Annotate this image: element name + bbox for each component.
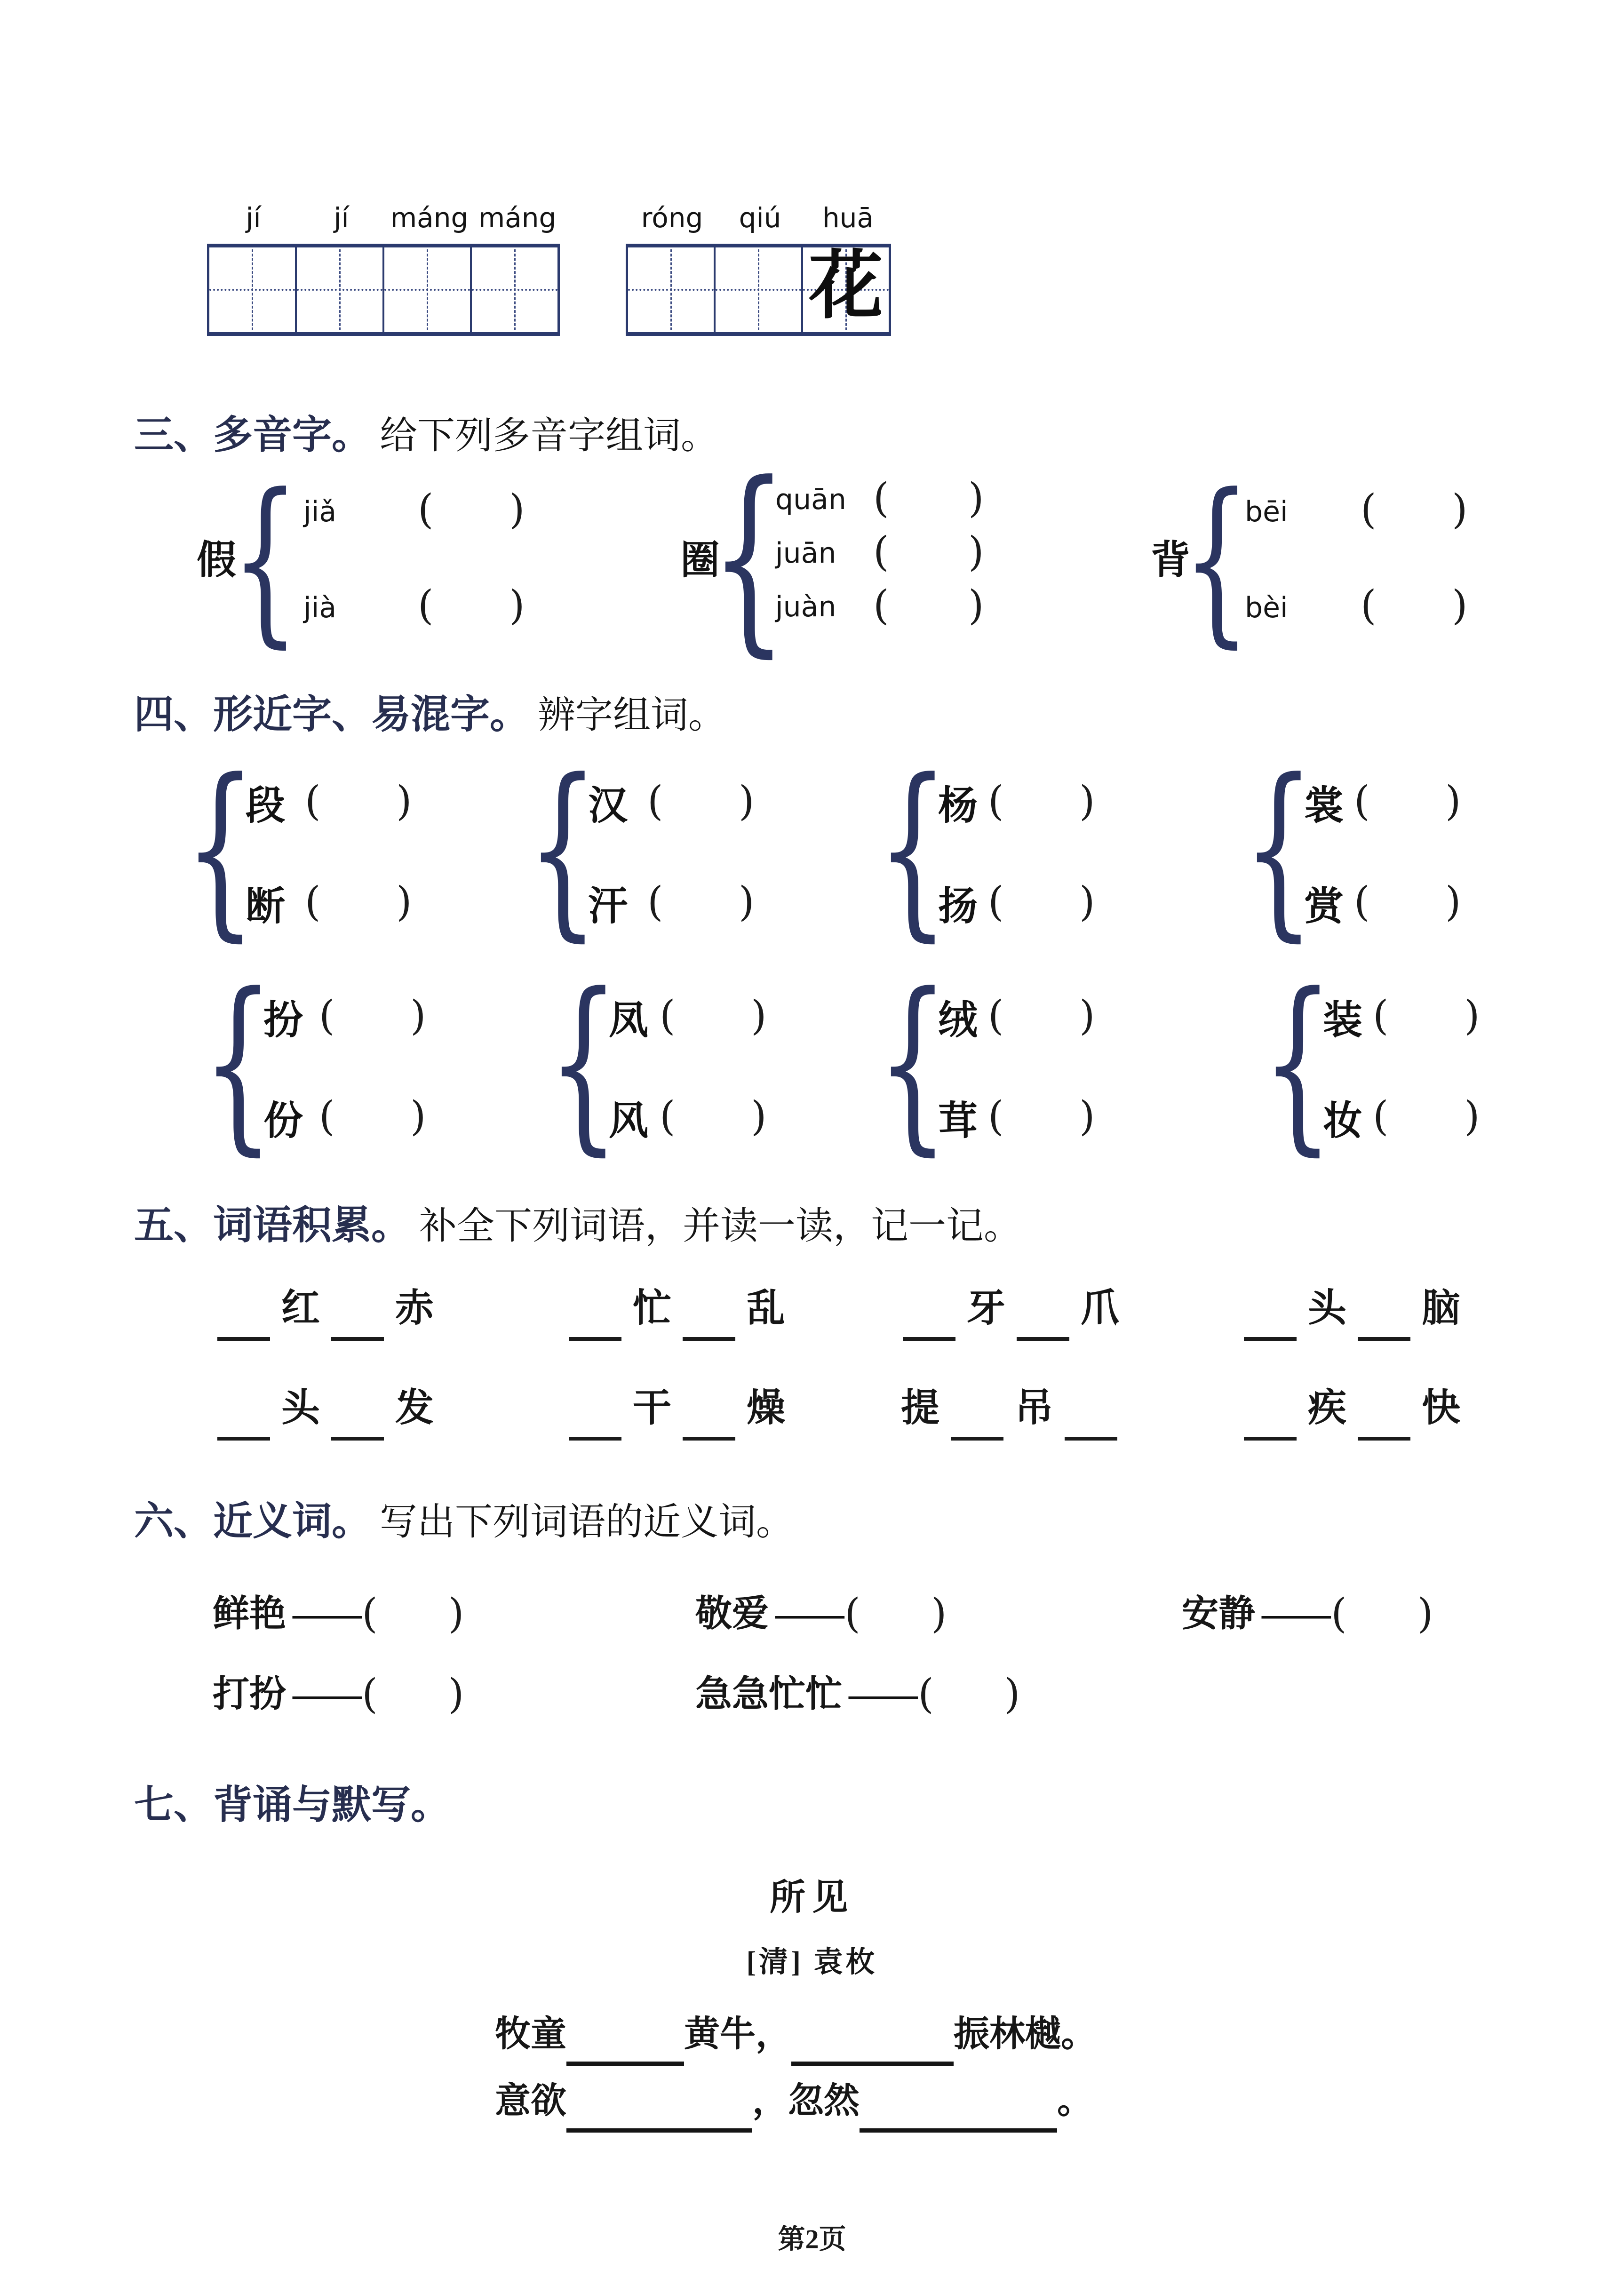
compare-char: 扮 <box>263 999 303 1043</box>
tianzige-cell <box>384 247 472 332</box>
section-instruction: 给下列多音字组词。 <box>380 415 719 457</box>
paren-open: ( <box>418 486 434 533</box>
paren-close: ) <box>968 528 984 575</box>
paren-open: ( <box>1331 1590 1347 1637</box>
fill-blank <box>331 1437 384 1441</box>
paren-close: ) <box>968 582 984 629</box>
paren-open: ( <box>988 992 1004 1039</box>
paren-close: ) <box>1079 878 1095 925</box>
paren-open: ( <box>647 878 663 925</box>
given-char: 快 <box>1422 1386 1461 1429</box>
word-completion-item <box>896 1289 1124 1341</box>
reading-pinyin: bèi <box>1245 591 1288 624</box>
pinyin-syllable: máng <box>390 202 469 234</box>
compare-char: 断 <box>246 885 286 929</box>
brace: { <box>1242 740 1315 958</box>
paren-open: ( <box>844 1590 860 1637</box>
brace: { <box>1261 954 1334 1172</box>
section-title: 三、多音字。 <box>134 413 372 457</box>
fill-blank <box>1065 1437 1117 1441</box>
paren-open: ( <box>1354 878 1370 925</box>
paren-open: ( <box>362 1590 378 1637</box>
dash: —— <box>1262 1593 1327 1634</box>
paren-open: ( <box>319 1093 335 1140</box>
synonym-item <box>695 1671 1020 1718</box>
given-char: 忙 <box>633 1287 672 1330</box>
given-char: 牙 <box>967 1287 1006 1330</box>
section-title: 七、背诵与默写。 <box>134 1783 451 1827</box>
given-char: 疾 <box>1308 1386 1347 1429</box>
paren-close: ) <box>1452 486 1468 533</box>
poem-text: 。 <box>1057 2081 1093 2121</box>
compare-char: 凤 <box>609 999 649 1043</box>
paren-open: ( <box>918 1671 934 1718</box>
fill-blank <box>1017 1337 1069 1341</box>
source-word: 打扮 <box>213 1673 287 1714</box>
paren-close: ) <box>1445 778 1461 825</box>
fill-blank <box>217 1437 270 1441</box>
paren-open: ( <box>305 778 321 825</box>
paren-open: ( <box>988 778 1004 825</box>
compare-char: 段 <box>246 784 286 828</box>
source-word: 鲜艳 <box>213 1593 287 1634</box>
tianzige-cell <box>209 247 297 332</box>
poem-text: 意欲 <box>495 2081 566 2121</box>
poem-text: 黄牛， <box>684 2014 791 2054</box>
poem-author: [清] 袁枚 <box>746 1946 878 1978</box>
polyphonic-char: 假 <box>197 539 237 582</box>
compare-char: 杨 <box>938 784 978 828</box>
reading-pinyin: jiǎ <box>303 495 337 528</box>
compare-char: 份 <box>263 1099 303 1143</box>
paren-close: ) <box>739 878 755 925</box>
synonym-item <box>1182 1592 1433 1635</box>
given-char: 爪 <box>1081 1287 1120 1330</box>
tianzige-cell <box>472 247 557 332</box>
paren-open: ( <box>1373 992 1389 1039</box>
word-completion-item <box>1237 1386 1465 1441</box>
paren-open: ( <box>1373 1093 1389 1140</box>
pinyin-syllable: jí <box>246 202 261 234</box>
dash: —— <box>293 1673 358 1714</box>
paren-close: ) <box>1079 778 1095 825</box>
fill-blank <box>566 2062 684 2066</box>
poem-title: 所见 <box>770 1878 854 1918</box>
poem-text: 牧童 <box>495 2014 566 2054</box>
paren-open: ( <box>319 992 335 1039</box>
paren-close: ) <box>410 1093 426 1140</box>
paren-close: ) <box>410 992 426 1039</box>
fill-blank <box>569 1437 621 1441</box>
synonym-item <box>695 1592 947 1635</box>
word-completion-item <box>562 1386 790 1441</box>
paren-close: ) <box>1079 992 1095 1039</box>
section-title: 四、形近字、易混字。 <box>134 692 530 736</box>
section-header <box>134 1782 450 1828</box>
fill-blank <box>903 1337 955 1341</box>
section-instruction: 补全下列词语，并读一读，记一记。 <box>419 1206 1022 1247</box>
paren-open: ( <box>873 528 889 575</box>
synonym-item <box>213 1671 464 1718</box>
fill-blank <box>860 2128 1057 2133</box>
dash: —— <box>293 1593 358 1634</box>
paren-open: ( <box>418 582 434 629</box>
given-char: 吊 <box>1015 1386 1054 1429</box>
paren-open: ( <box>1361 582 1377 629</box>
paren-open: ( <box>873 475 889 522</box>
fill-blank <box>791 2062 954 2066</box>
fill-blank <box>569 1337 621 1341</box>
brace: { <box>184 740 256 958</box>
pinyin-syllable: róng <box>641 202 703 234</box>
paren-close: ) <box>739 778 755 825</box>
paren-open: ( <box>988 878 1004 925</box>
tianzige-cell <box>803 247 889 332</box>
paren-close: ) <box>509 486 525 533</box>
source-word: 急急忙忙 <box>695 1673 843 1714</box>
fill-blank <box>1244 1337 1297 1341</box>
given-char: 提 <box>901 1386 940 1429</box>
writing-grid-right <box>626 244 891 336</box>
fill-blank <box>951 1437 1003 1441</box>
section-title: 六、近义词。 <box>134 1499 372 1543</box>
section-instruction: 写出下列词语的近义词。 <box>380 1502 794 1543</box>
paren-close: ) <box>396 778 412 825</box>
polyphonic-char: 圈 <box>680 539 720 582</box>
written-character: 花 <box>809 245 883 328</box>
fill-blank <box>331 1337 384 1341</box>
fill-blank <box>217 1337 270 1341</box>
paren-close: ) <box>1464 1093 1480 1140</box>
fill-blank <box>1244 1437 1297 1441</box>
fill-blank <box>1358 1337 1410 1341</box>
given-char: 赤 <box>395 1287 434 1330</box>
section-header <box>134 1498 794 1544</box>
given-char: 红 <box>281 1287 320 1330</box>
paren-close: ) <box>1417 1590 1433 1637</box>
paren-close: ) <box>751 1093 767 1140</box>
reading-pinyin: juàn <box>775 590 836 623</box>
compare-char: 风 <box>609 1099 649 1143</box>
tianzige-cell <box>716 247 803 332</box>
poem-line <box>495 2083 1093 2133</box>
paren-open: ( <box>647 778 663 825</box>
section-title: 五、词语积累。 <box>134 1203 411 1247</box>
brace: { <box>876 954 949 1172</box>
brace: { <box>710 440 788 675</box>
word-completion-item <box>562 1289 790 1341</box>
compare-char: 汉 <box>588 784 628 828</box>
word-completion-item <box>211 1289 438 1341</box>
paren-close: ) <box>396 878 412 925</box>
poem-line <box>495 2016 1097 2066</box>
given-char: 头 <box>281 1386 320 1429</box>
paren-close: ) <box>751 992 767 1039</box>
word-completion-item <box>1237 1289 1465 1341</box>
given-char: 头 <box>1308 1287 1347 1330</box>
paren-open: ( <box>1354 778 1370 825</box>
paren-open: ( <box>305 878 321 925</box>
brace: { <box>1182 455 1251 664</box>
compare-char: 妆 <box>1323 1099 1363 1143</box>
given-char: 发 <box>395 1386 434 1429</box>
pinyin-syllable: máng <box>478 202 557 234</box>
reading-pinyin: bēi <box>1245 495 1288 528</box>
paren-close: ) <box>1464 992 1480 1039</box>
fill-blank <box>683 1337 735 1341</box>
source-word: 敬爱 <box>695 1593 769 1634</box>
given-char: 干 <box>633 1386 672 1429</box>
paren-close: ) <box>448 1671 464 1718</box>
paren-close: ) <box>1079 1093 1095 1140</box>
compare-char: 茸 <box>938 1099 978 1143</box>
paren-close: ) <box>509 582 525 629</box>
paren-open: ( <box>873 582 889 629</box>
pinyin-syllable: huā <box>822 202 874 234</box>
paren-close: ) <box>448 1590 464 1637</box>
brace: { <box>876 740 949 958</box>
paren-open: ( <box>988 1093 1004 1140</box>
dash: —— <box>849 1673 914 1714</box>
reading-pinyin: juān <box>775 537 836 570</box>
fill-blank <box>1358 1437 1410 1441</box>
compare-char: 裳 <box>1304 784 1344 828</box>
pinyin-syllable: jí <box>334 202 349 234</box>
word-completion-item <box>211 1386 438 1441</box>
pinyin-syllable: qiú <box>739 202 781 234</box>
paren-close: ) <box>931 1590 947 1637</box>
section-header <box>134 412 718 458</box>
brace: { <box>526 740 599 958</box>
section-header <box>134 1202 1021 1248</box>
given-char: 燥 <box>747 1386 786 1429</box>
writing-grid-left <box>207 244 560 336</box>
given-char: 乱 <box>747 1287 786 1330</box>
paren-open: ( <box>362 1671 378 1718</box>
compare-char: 装 <box>1323 999 1363 1043</box>
tianzige-cell <box>297 247 384 332</box>
brace: { <box>202 954 274 1172</box>
tianzige-cell <box>628 247 716 332</box>
page-number: 第2页 <box>778 2224 846 2254</box>
polyphonic-char: 背 <box>1151 539 1191 582</box>
brace: { <box>547 954 620 1172</box>
poem-text: 振林樾。 <box>954 2014 1097 2054</box>
paren-close: ) <box>1452 582 1468 629</box>
brace: { <box>231 455 300 664</box>
synonym-item <box>213 1592 464 1635</box>
source-word: 安静 <box>1182 1593 1256 1634</box>
compare-char: 赏 <box>1304 885 1344 929</box>
paren-open: ( <box>1361 486 1377 533</box>
paren-close: ) <box>968 475 984 522</box>
dash: —— <box>775 1593 840 1634</box>
reading-pinyin: quān <box>775 483 846 516</box>
word-completion-item <box>896 1386 1124 1441</box>
reading-pinyin: jià <box>303 591 337 624</box>
fill-blank <box>566 2128 752 2133</box>
compare-char: 绒 <box>938 999 978 1043</box>
poem-text: ，忽然 <box>752 2081 860 2121</box>
paren-close: ) <box>1004 1671 1020 1718</box>
compare-char: 汗 <box>588 885 628 929</box>
paren-open: ( <box>660 1093 676 1140</box>
compare-char: 扬 <box>938 885 978 929</box>
paren-close: ) <box>1445 878 1461 925</box>
section-header <box>134 692 726 737</box>
section-instruction: 辨字组词。 <box>538 695 726 736</box>
given-char: 脑 <box>1422 1287 1461 1330</box>
paren-open: ( <box>660 992 676 1039</box>
fill-blank <box>683 1437 735 1441</box>
